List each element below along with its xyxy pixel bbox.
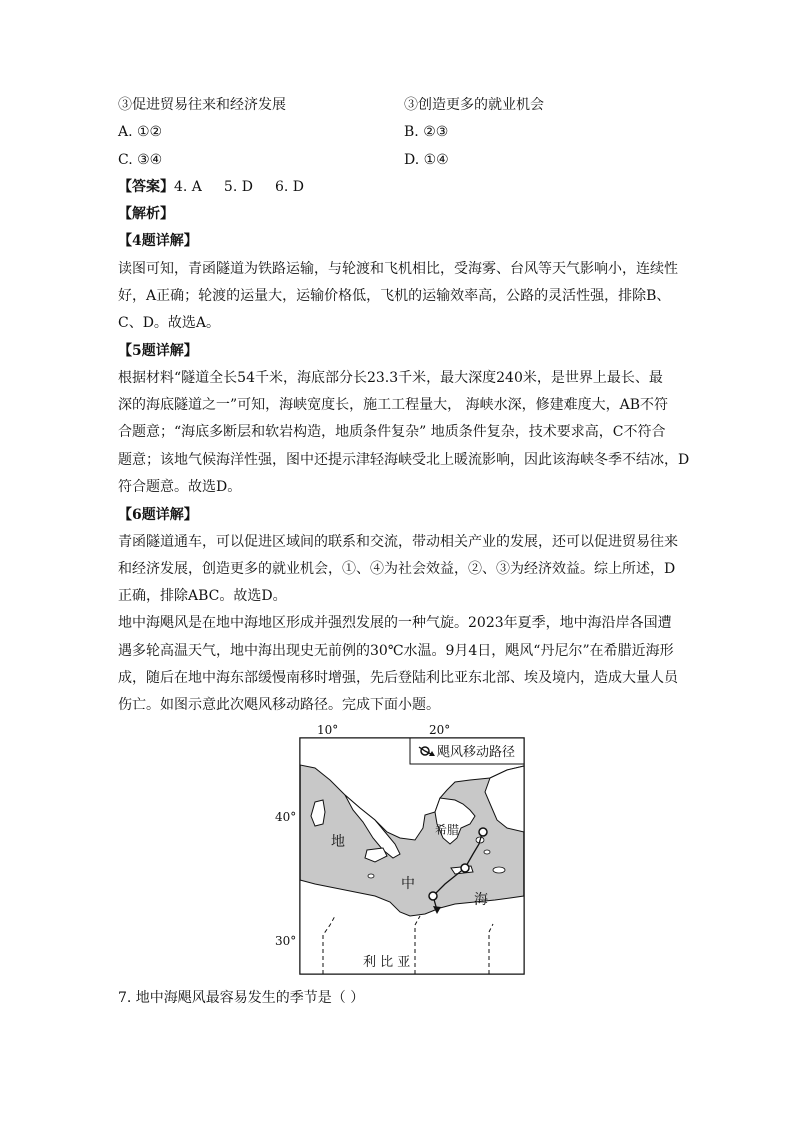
map-legend-text: 飓风移动路径 [437, 745, 516, 760]
label-greece: 希腊 [435, 823, 460, 837]
label-di: 地 [331, 834, 345, 850]
analysis-heading: 【解析】 [118, 206, 174, 222]
q5-line: 合题意；“海底多断层和软岩构造，地质条件复杂” 地质条件复杂，技术要求高，C不符合 [118, 424, 666, 440]
q5-line: 深的海底隧道之一”可知，海峡宽度长，施工工程量大， 海峡水深，修建难度大，AB不符 [118, 397, 669, 413]
hurricane-path-map [275, 720, 530, 978]
answer-item-5: 5. D [223, 179, 253, 195]
question-7: 7. 地中海飓风最容易发生的季节是（ ） [118, 990, 365, 1006]
lat-label-30: 30° [275, 934, 297, 948]
q6-line: 正确，排除ABC。故选D。 [118, 588, 287, 604]
q4-line: 好，A正确；轮渡的运量大，运输价格低，飞机的运输效率高，公路的灵活性强，排除B、 [118, 288, 671, 304]
intro-line: 伤亡。如图示意此次飓风移动路径。完成下面小题。 [118, 697, 440, 713]
choice-c: C. ③④ [118, 152, 163, 168]
answer-item-4: 4. A [174, 179, 202, 195]
q6-heading: 【6题详解】 [118, 507, 198, 523]
label-zhong: 中 [401, 876, 415, 892]
intro-line: 成，随后在地中海东部缓慢南移时增强，先后登陆利比亚东北部、埃及境内，造成大量人员 [118, 670, 678, 686]
q4-line: 读图可知，青函隧道为铁路运输，与轮渡和飞机相比，受海雾、台风等天气影响小，连续性 [118, 261, 678, 277]
choice-b: B. ②③ [404, 124, 449, 140]
q5-heading: 【5题详解】 [118, 343, 198, 359]
q6-line: 青函隧道通车，可以促进区域间的联系和交流，带动相关产业的发展，还可以促进贸易往来 [118, 534, 678, 550]
label-hai: 海 [474, 892, 488, 908]
intro-line: 地中海飓风是在地中海地区形成并强烈发展的一种气旋。2023年夏季，地中海沿岸各国遭 [118, 615, 672, 631]
q4-line: C、D。故选A。 [118, 315, 221, 331]
option-3-right: ③创造更多的就业机会 [404, 97, 544, 113]
lat-label-40: 40° [275, 810, 297, 824]
label-libya: 利 比 亚 [363, 955, 411, 970]
choice-d: D. ①④ [404, 152, 449, 168]
q4-heading: 【4题详解】 [118, 233, 198, 249]
q5-line: 根据材料“隧道全长54千米，海底部分长23.3千米，最大深度240米，是世界上最长、最 [118, 370, 663, 386]
intro-line: 遇多轮高温天气，地中海出现史无前例的30℃水温。9月4日，飓风“丹尼尔”在希腊近海形 [118, 643, 674, 659]
island-cyprus [493, 867, 505, 873]
answer-item-6: 6. D [274, 179, 305, 195]
lon-label-10: 10° [317, 723, 339, 737]
answer-label: 【答案】 [118, 179, 174, 195]
q6-line: 和经济发展，创造更多的就业机会，①、④为社会效益，②、③为经济效益。综上所述，D [118, 561, 676, 577]
q5-line: 符合题意。故选D。 [118, 479, 242, 495]
choice-a: A. ①② [118, 124, 163, 140]
answer-line [118, 177, 326, 197]
q5-line: 题意；该地气候海洋性强，图中还提示津轻海峡受北上暖流影响，因此该海峡冬季不结冰，D [118, 452, 690, 468]
option-3-left: ③促进贸易往来和经济发展 [118, 97, 286, 113]
lon-label-20: 20° [429, 723, 451, 737]
